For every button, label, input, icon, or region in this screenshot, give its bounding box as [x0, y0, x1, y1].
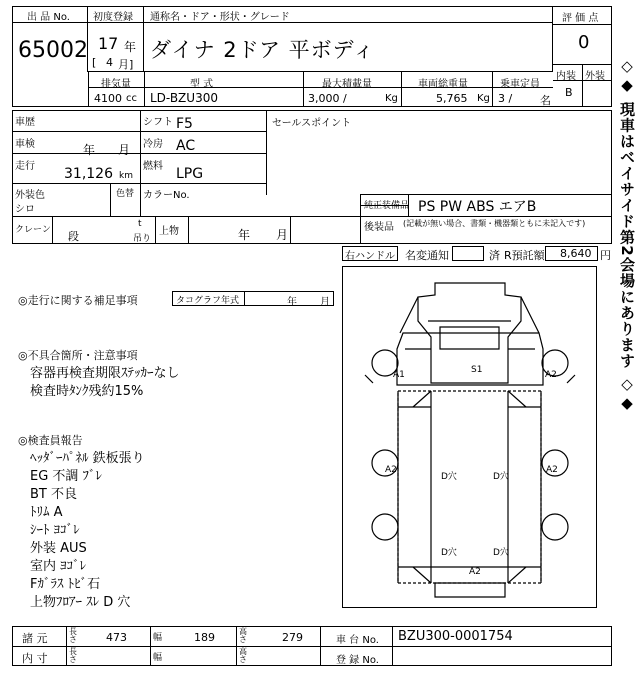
defect-item: 容器再検査期限ｽﾃｯｶｰなし [30, 366, 180, 381]
location-banner: ◇◆ 現車はベイサイド第2会場にあります ◇◆ [618, 57, 636, 413]
length-label: 長さ [69, 627, 77, 644]
capacity: 3 / [498, 92, 513, 105]
damage-a1: A1 [393, 370, 405, 380]
model-name: ダイナ 2ドア 平ボディ [150, 38, 375, 62]
inspector-title: ◎検査員報告 [18, 434, 83, 447]
interior-grade: B [565, 86, 573, 99]
crane-stage: 段 [68, 230, 79, 243]
shift-label: シフト [143, 117, 173, 128]
max-load-label: 最大積載量 [322, 79, 372, 90]
recycle-deposit-label: R預託額 [504, 249, 545, 262]
load-label: 上物 [159, 226, 179, 237]
condition-diagram [342, 266, 597, 608]
inspection-month: 月 [118, 143, 131, 157]
name-change-label: 名変通知 [405, 249, 449, 262]
capacity-label: 乗車定員 [500, 79, 540, 90]
inspector-item: Fｶﾞﾗｽ ﾄﾋﾞ石 [30, 577, 101, 592]
lot-no-label: 出 品 No. [27, 12, 70, 23]
damage-a2-right: A2 [546, 465, 558, 475]
crane-ton: t [138, 219, 142, 229]
damage-d-hole: D穴 [493, 472, 509, 482]
damage-a2-front: A2 [545, 370, 557, 380]
ac: AC [176, 138, 196, 154]
total-weight-label: 車両総重量 [418, 79, 468, 90]
chassis-label: 車 台 No. [336, 635, 379, 646]
max-load: 3,000 / [308, 92, 347, 105]
crane-label: クレーン [15, 225, 51, 235]
inspector-item: ﾄﾘﾑ A [30, 505, 63, 520]
color-no-label: カラーNo. [143, 190, 190, 201]
recycle-deposit: 8,640 [560, 247, 592, 260]
grade-label: 評 価 点 [562, 13, 599, 24]
inspector-item: EG 不調 ﾌﾞﾚ [30, 469, 103, 484]
width-label: 幅 [153, 633, 163, 643]
dims-label: 諸 元 [22, 632, 48, 645]
displacement: 4100 [94, 92, 122, 105]
inspector-item: BT 不良 [30, 487, 77, 502]
mileage-label: 走行 [15, 161, 35, 172]
truck-outline [343, 267, 596, 607]
grade-value: 0 [578, 32, 590, 53]
damage-a2-left: A2 [385, 465, 397, 475]
reg-month: 4 [106, 56, 113, 69]
lot-no: 65002 [18, 38, 88, 63]
first-reg-label: 初度登録 [93, 12, 133, 23]
exterior-grade-label: 外装 [585, 71, 605, 82]
total-weight: 5,765 [436, 92, 468, 105]
inspection-label: 車検 [15, 139, 35, 150]
reg-year: 17 [98, 34, 119, 53]
exterior-color: シロ [15, 204, 35, 215]
inspection-year: 年 [83, 143, 96, 157]
aftermarket-note: (記載が無い場合、書類・機器類ともに未記入です) [403, 219, 586, 228]
width: 189 [194, 631, 215, 644]
fuel: LPG [176, 166, 204, 182]
exterior-color-label: 外装色 [15, 190, 45, 201]
chassis-no: BZU300-0001754 [398, 629, 513, 644]
recycle-label: 済 [489, 249, 500, 262]
inspector-item: 上物ﾌﾛｱｰ ｽﾚ D 穴 [30, 595, 131, 610]
sales-point-label: セールスポイント [272, 118, 352, 129]
ac-label: 冷房 [143, 139, 163, 150]
mileage: 31,126 [64, 166, 113, 182]
damage-d-hole: D穴 [441, 472, 457, 482]
fuel-label: 燃料 [143, 161, 163, 172]
defect-item: 検査時ﾀﾝｸ残約15% [30, 384, 144, 399]
interior-grade-label: 内装 [556, 71, 576, 82]
model-type: LD-BZU300 [150, 91, 218, 105]
damage-d-hole: D穴 [493, 548, 509, 558]
standard-equipment-label: 純正装備品 [364, 201, 410, 211]
crane-suspend: 吊り [133, 234, 152, 244]
height: 279 [282, 631, 303, 644]
inspector-item: ﾍｯﾀﾞｰﾊﾟﾈﾙ 鉄板張り [30, 451, 145, 466]
displacement-label: 排気量 [101, 79, 131, 90]
driving-notes-title: ◎走行に関する補足事項 [18, 294, 138, 307]
length: 473 [106, 631, 127, 644]
damage-a2-rear: A2 [469, 567, 481, 577]
inspector-item: 室内 ﾖｺﾞﾚ [30, 559, 87, 574]
color-change-label: 色替 [116, 189, 135, 199]
defects-title: ◎不具合箇所・注意事項 [18, 349, 138, 362]
type-label: 型 式 [190, 79, 214, 90]
damage-d-hole: D穴 [441, 548, 457, 558]
rhd-label: 右ハンドル [345, 251, 395, 262]
standard-equipment: PS PW ABS エアB [418, 199, 537, 215]
interior-dims-label: 内 寸 [22, 652, 48, 665]
history-label: 車歴 [15, 117, 35, 128]
model-label: 通称名・ドア・形状・グレード [150, 12, 290, 23]
inspector-item: ｼｰﾄ ﾖｺﾞﾚ [30, 523, 80, 538]
inspector-item: 外装 AUS [30, 541, 87, 556]
tacho-label: タコグラフ年式 [176, 296, 240, 306]
shift: F5 [176, 116, 193, 132]
aftermarket-label: 後装品 [364, 222, 394, 233]
damage-s1: S1 [471, 365, 483, 375]
height-label: 高さ [239, 627, 247, 644]
registration-label: 登 録 No. [336, 655, 379, 666]
